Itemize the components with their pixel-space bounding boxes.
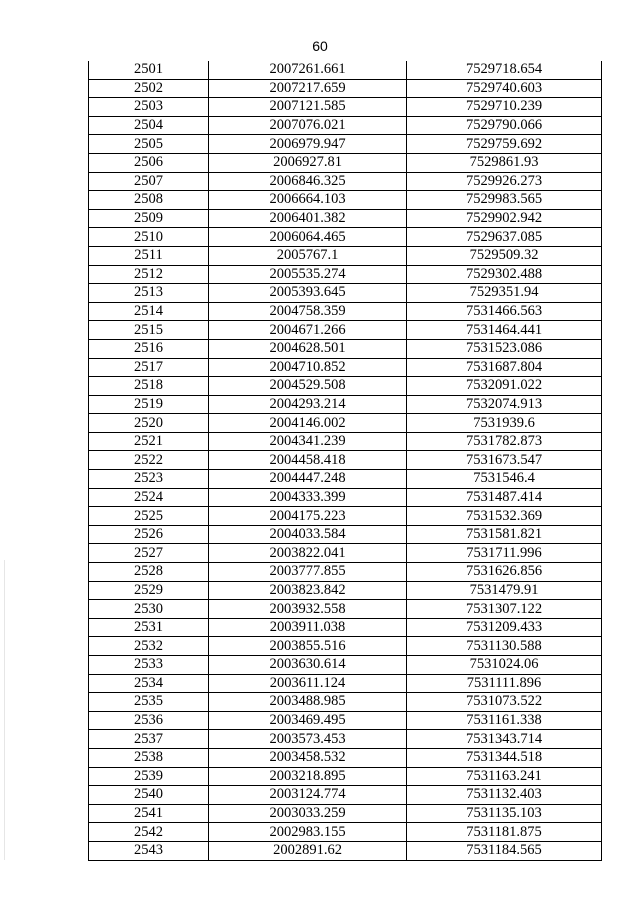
y-coordinate-cell: 7531343.714: [407, 730, 602, 749]
point-number-cell: 2527: [89, 544, 209, 563]
y-coordinate-cell: 7529759.692: [407, 135, 602, 154]
y-coordinate-cell: 7531939.6: [407, 414, 602, 433]
scan-edge-mark: [4, 560, 5, 860]
table-row: [89, 265, 602, 284]
point-number-cell: 2537: [89, 730, 209, 749]
table-row: [89, 377, 602, 396]
x-coordinate-cell: 2006979.947: [209, 135, 407, 154]
point-number-cell: 2535: [89, 693, 209, 712]
table-row: [89, 600, 602, 619]
x-coordinate-cell: 2003488.985: [209, 693, 407, 712]
x-coordinate-cell: 2003911.038: [209, 618, 407, 637]
x-coordinate-cell: 2004758.359: [209, 302, 407, 321]
table-row: [89, 358, 602, 377]
y-coordinate-cell: 7531626.856: [407, 563, 602, 582]
y-coordinate-cell: 7531130.588: [407, 637, 602, 656]
x-coordinate-cell: 2005767.1: [209, 246, 407, 265]
x-coordinate-cell: 2003630.614: [209, 656, 407, 675]
point-number-cell: 2501: [89, 61, 209, 79]
y-coordinate-cell: 7529983.565: [407, 191, 602, 210]
point-number-cell: 2518: [89, 377, 209, 396]
point-number-cell: 2508: [89, 191, 209, 210]
table-row: [89, 823, 602, 842]
point-number-cell: 2511: [89, 246, 209, 265]
x-coordinate-cell: 2004458.418: [209, 451, 407, 470]
table-row: [89, 693, 602, 712]
point-number-cell: 2515: [89, 321, 209, 340]
point-number-cell: 2507: [89, 172, 209, 191]
x-coordinate-cell: 2007121.585: [209, 98, 407, 117]
y-coordinate-cell: 7531111.896: [407, 674, 602, 693]
table-row: [89, 804, 602, 823]
table-row: [89, 748, 602, 767]
x-coordinate-cell: 2006401.382: [209, 209, 407, 228]
x-coordinate-cell: 2006064.465: [209, 228, 407, 247]
point-number-cell: 2532: [89, 637, 209, 656]
point-number-cell: 2524: [89, 488, 209, 507]
point-number-cell: 2536: [89, 711, 209, 730]
coordinates-table-body: [89, 61, 602, 860]
table-row: [89, 563, 602, 582]
point-number-cell: 2542: [89, 823, 209, 842]
table-row: [89, 98, 602, 117]
point-number-cell: 2525: [89, 507, 209, 526]
point-number-cell: 2530: [89, 600, 209, 619]
x-coordinate-cell: 2004341.239: [209, 432, 407, 451]
y-coordinate-cell: 7531523.086: [407, 339, 602, 358]
x-coordinate-cell: 2002983.155: [209, 823, 407, 842]
point-number-cell: 2520: [89, 414, 209, 433]
x-coordinate-cell: 2004146.002: [209, 414, 407, 433]
x-coordinate-cell: 2003822.041: [209, 544, 407, 563]
table-row: [89, 841, 602, 860]
table-row: [89, 656, 602, 675]
x-coordinate-cell: 2003777.855: [209, 563, 407, 582]
y-coordinate-cell: 7529718.654: [407, 61, 602, 79]
point-number-cell: 2523: [89, 470, 209, 489]
x-coordinate-cell: 2004033.584: [209, 525, 407, 544]
table-row: [89, 730, 602, 749]
y-coordinate-cell: 7532091.022: [407, 377, 602, 396]
table-row: [89, 432, 602, 451]
table-row: [89, 61, 602, 79]
point-number-cell: 2509: [89, 209, 209, 228]
point-number-cell: 2526: [89, 525, 209, 544]
table-row: [89, 79, 602, 98]
x-coordinate-cell: 2003573.453: [209, 730, 407, 749]
y-coordinate-cell: 7529740.603: [407, 79, 602, 98]
y-coordinate-cell: 7531464.441: [407, 321, 602, 340]
table-row: [89, 618, 602, 637]
point-number-cell: 2504: [89, 116, 209, 135]
y-coordinate-cell: 7531307.122: [407, 600, 602, 619]
x-coordinate-cell: 2007076.021: [209, 116, 407, 135]
y-coordinate-cell: 7529861.93: [407, 153, 602, 172]
point-number-cell: 2514: [89, 302, 209, 321]
table-row: [89, 246, 602, 265]
y-coordinate-cell: 7529509.32: [407, 246, 602, 265]
table-row: [89, 339, 602, 358]
x-coordinate-cell: 2007261.661: [209, 61, 407, 79]
point-number-cell: 2513: [89, 284, 209, 303]
page-number: 60: [312, 38, 328, 54]
x-coordinate-cell: 2004333.399: [209, 488, 407, 507]
x-coordinate-cell: 2004447.248: [209, 470, 407, 489]
x-coordinate-cell: 2003124.774: [209, 786, 407, 805]
table-row: [89, 674, 602, 693]
point-number-cell: 2506: [89, 153, 209, 172]
x-coordinate-cell: 2003932.558: [209, 600, 407, 619]
x-coordinate-cell: 2004628.501: [209, 339, 407, 358]
x-coordinate-cell: 2006927.81: [209, 153, 407, 172]
table-row: [89, 507, 602, 526]
x-coordinate-cell: 2006664.103: [209, 191, 407, 210]
y-coordinate-cell: 7531135.103: [407, 804, 602, 823]
table-row: [89, 767, 602, 786]
x-coordinate-cell: 2003611.124: [209, 674, 407, 693]
coordinates-table: [88, 61, 602, 861]
point-number-cell: 2539: [89, 767, 209, 786]
y-coordinate-cell: 7531073.522: [407, 693, 602, 712]
table-row: [89, 711, 602, 730]
y-coordinate-cell: 7531711.996: [407, 544, 602, 563]
point-number-cell: 2538: [89, 748, 209, 767]
point-number-cell: 2543: [89, 841, 209, 860]
x-coordinate-cell: 2006846.325: [209, 172, 407, 191]
point-number-cell: 2503: [89, 98, 209, 117]
point-number-cell: 2502: [89, 79, 209, 98]
x-coordinate-cell: 2003033.259: [209, 804, 407, 823]
y-coordinate-cell: 7529637.085: [407, 228, 602, 247]
point-number-cell: 2540: [89, 786, 209, 805]
point-number-cell: 2531: [89, 618, 209, 637]
table-row: [89, 209, 602, 228]
x-coordinate-cell: 2003458.532: [209, 748, 407, 767]
x-coordinate-cell: 2004175.223: [209, 507, 407, 526]
table-row: [89, 470, 602, 489]
y-coordinate-cell: 7531024.06: [407, 656, 602, 675]
y-coordinate-cell: 7531581.821: [407, 525, 602, 544]
y-coordinate-cell: 7531161.338: [407, 711, 602, 730]
x-coordinate-cell: 2004671.266: [209, 321, 407, 340]
table-row: [89, 637, 602, 656]
y-coordinate-cell: 7531344.518: [407, 748, 602, 767]
table-row: [89, 191, 602, 210]
x-coordinate-cell: 2002891.62: [209, 841, 407, 860]
table-row: [89, 488, 602, 507]
y-coordinate-cell: 7529902.942: [407, 209, 602, 228]
table-row: [89, 302, 602, 321]
table-row: [89, 172, 602, 191]
x-coordinate-cell: 2005393.645: [209, 284, 407, 303]
y-coordinate-cell: 7531209.433: [407, 618, 602, 637]
table-row: [89, 228, 602, 247]
y-coordinate-cell: 7531532.369: [407, 507, 602, 526]
point-number-cell: 2529: [89, 581, 209, 600]
y-coordinate-cell: 7529302.488: [407, 265, 602, 284]
y-coordinate-cell: 7531673.547: [407, 451, 602, 470]
x-coordinate-cell: 2003218.895: [209, 767, 407, 786]
point-number-cell: 2522: [89, 451, 209, 470]
y-coordinate-cell: 7531546.4: [407, 470, 602, 489]
point-number-cell: 2533: [89, 656, 209, 675]
y-coordinate-cell: 7529710.239: [407, 98, 602, 117]
y-coordinate-cell: 7531181.875: [407, 823, 602, 842]
y-coordinate-cell: 7531184.565: [407, 841, 602, 860]
table-row: [89, 395, 602, 414]
y-coordinate-cell: 7529926.273: [407, 172, 602, 191]
y-coordinate-cell: 7531132.403: [407, 786, 602, 805]
x-coordinate-cell: 2003855.516: [209, 637, 407, 656]
point-number-cell: 2516: [89, 339, 209, 358]
y-coordinate-cell: 7529790.066: [407, 116, 602, 135]
y-coordinate-cell: 7531687.804: [407, 358, 602, 377]
x-coordinate-cell: 2003469.495: [209, 711, 407, 730]
point-number-cell: 2510: [89, 228, 209, 247]
table-row: [89, 581, 602, 600]
table-row: [89, 786, 602, 805]
point-number-cell: 2528: [89, 563, 209, 582]
point-number-cell: 2541: [89, 804, 209, 823]
point-number-cell: 2505: [89, 135, 209, 154]
table-row: [89, 135, 602, 154]
x-coordinate-cell: 2004293.214: [209, 395, 407, 414]
y-coordinate-cell: 7531163.241: [407, 767, 602, 786]
table-row: [89, 153, 602, 172]
table-row: [89, 451, 602, 470]
point-number-cell: 2534: [89, 674, 209, 693]
y-coordinate-cell: 7532074.913: [407, 395, 602, 414]
y-coordinate-cell: 7531479.91: [407, 581, 602, 600]
table-row: [89, 525, 602, 544]
table-row: [89, 116, 602, 135]
y-coordinate-cell: 7529351.94: [407, 284, 602, 303]
table-row: [89, 544, 602, 563]
point-number-cell: 2521: [89, 432, 209, 451]
point-number-cell: 2517: [89, 358, 209, 377]
point-number-cell: 2512: [89, 265, 209, 284]
x-coordinate-cell: 2004710.852: [209, 358, 407, 377]
x-coordinate-cell: 2004529.508: [209, 377, 407, 396]
x-coordinate-cell: 2005535.274: [209, 265, 407, 284]
y-coordinate-cell: 7531782.873: [407, 432, 602, 451]
x-coordinate-cell: 2003823.842: [209, 581, 407, 600]
table-row: [89, 414, 602, 433]
y-coordinate-cell: 7531487.414: [407, 488, 602, 507]
point-number-cell: 2519: [89, 395, 209, 414]
y-coordinate-cell: 7531466.563: [407, 302, 602, 321]
x-coordinate-cell: 2007217.659: [209, 79, 407, 98]
table-row: [89, 321, 602, 340]
table-row: [89, 284, 602, 303]
